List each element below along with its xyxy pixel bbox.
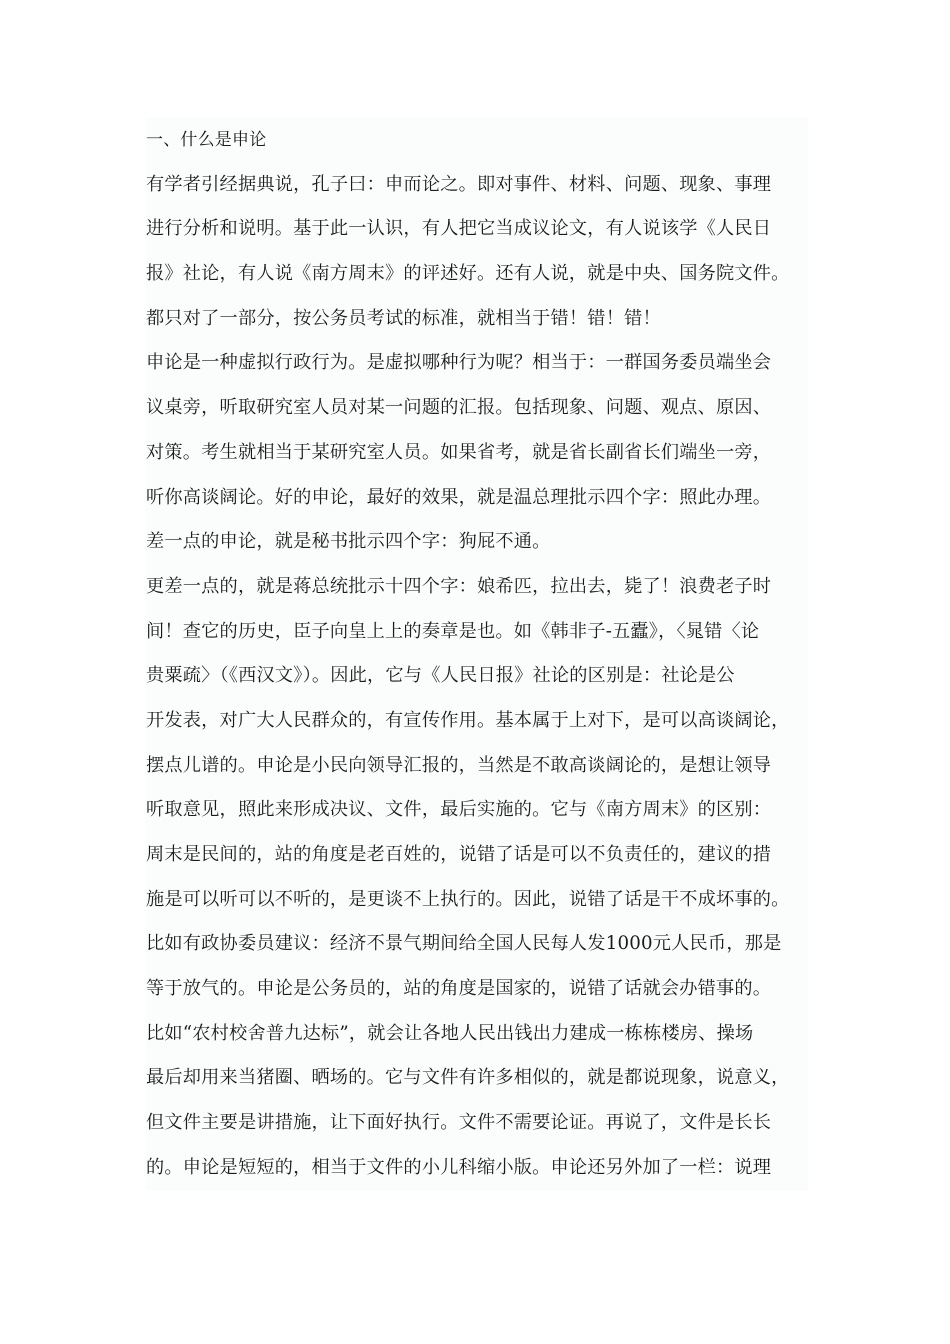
text-line: 比如“农村校舍普九达标”，就会让各地人民出钱出力建成一栋栋楼房、操场: [146, 1022, 754, 1044]
text-line: 更差一点的，就是蒋总统批示十四个字：娘希匹，拉出去，毙了！浪费老子时: [146, 575, 772, 597]
text-line: 听你高谈阔论。好的申论，最好的效果，就是温总理批示四个字：照此办理。: [146, 486, 772, 508]
text-line: 但文件主要是讲措施，让下面好执行。文件不需要论证。再说了，文件是长长: [146, 1112, 772, 1134]
text-line: 都只对了一部分，按公务员考试的标准，就相当于错！错！错！: [146, 307, 661, 329]
text-line: 听取意见，照此来形成决议、文件，最后实施的。它与《南方周末》的区别：: [146, 799, 772, 821]
text-line: 周末是民间的，站的角度是老百姓的，说错了话是可以不负责任的，建议的措: [146, 844, 772, 865]
text-line: 等于放气的。申论是公务员的，站的角度是国家的，说错了话就会办错事的。: [146, 978, 772, 1000]
text-line: 差一点的申论，就是秘书批示四个字：狗屁不通。: [146, 531, 551, 553]
text-line: 施是可以听可以不听的，是更谈不上执行的。因此，说错了话是干不成坏事的。: [146, 888, 790, 910]
text-line: 进行分析和说明。基于此一认识，有人把它当成议论文，有人说该学《人民日: [146, 218, 772, 240]
text-line: 对策。考生就相当于某研究室人员。如果省考，就是省长副省长们端坐一旁，: [146, 441, 772, 463]
text-line: 申论是一种虚拟行政行为。是虚拟哪种行为呢？相当于：一群国务委员端坐会: [146, 352, 772, 374]
text-line: 开发表，对广大人民群众的，有宣传作用。基本属于上对下，是可以高谈阔论，: [146, 709, 790, 731]
section-heading: 一、什么是申论: [146, 130, 267, 150]
document-body: [146, 118, 808, 1191]
text-line: 间！查它的历史，臣子向皇上上的奏章是也。如《韩非子-五蠹》，〈晁错〈论: [146, 620, 760, 642]
text-line: 议桌旁，听取研究室人员对某一问题的汇报。包括现象、问题、观点、原因、: [146, 397, 772, 419]
text-line: 最后却用来当猪圈、晒场的。它与文件有许多相似的，就是都说现象，说意义，: [146, 1067, 790, 1089]
text-line: 贵粟疏〉（《西汉文》）。因此，它与《人民日报》社论的区别是：社论是公: [146, 665, 735, 687]
text-line: 的。申论是短短的，相当于文件的小儿科缩小版。申论还另外加了一栏：说理: [146, 1156, 772, 1178]
text-line: 摆点儿谱的。申论是小民向领导汇报的，当然是不敢高谈阔论的，是想让领导: [146, 754, 772, 776]
text-line: 有学者引经据典说，孔子曰：申而论之。即对事件、材料、问题、现象、事理: [146, 173, 772, 195]
text-line: 比如有政协委员建议：经济不景气期间给全国人民每人发1000元人民币，那是: [146, 933, 782, 955]
text-line: 报》社论，有人说《南方周末》的评述好。还有人说，就是中央、国务院文件。: [146, 263, 790, 285]
